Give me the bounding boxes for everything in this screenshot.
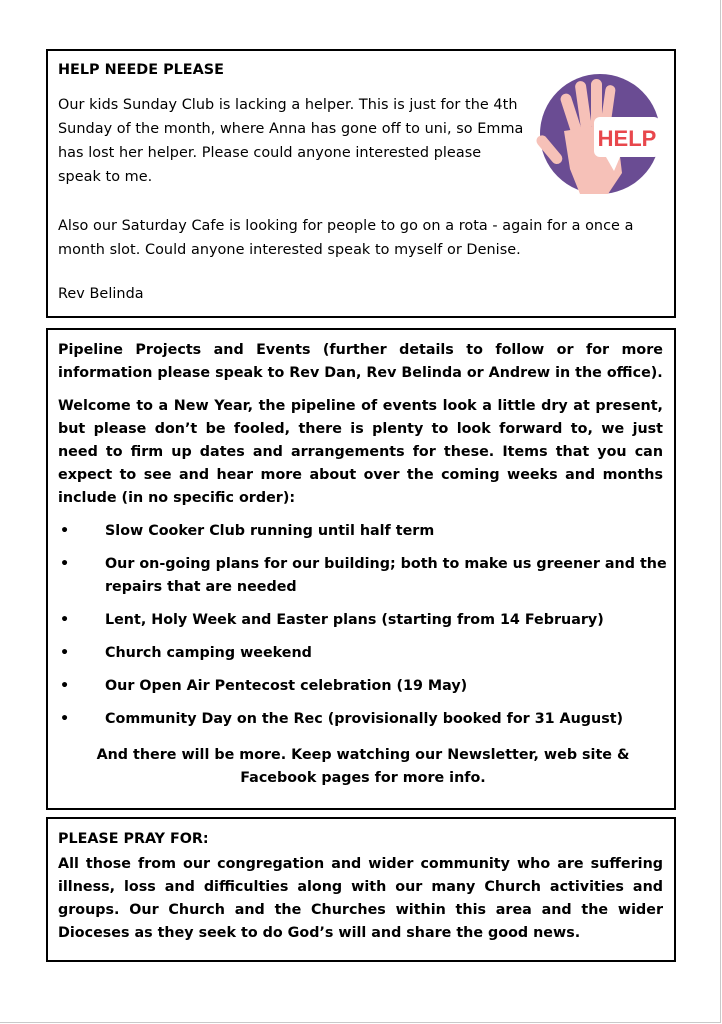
pipeline-box bbox=[46, 328, 676, 810]
help-heading: HELP NEEDE PLEASE bbox=[58, 62, 224, 78]
pipeline-closing: And there will be more. Keep watching our Newsletter, web site & Facebook pages for more info. bbox=[96, 747, 630, 786]
pipeline-intro: Pipeline Projects and Events (further details to follow or for more information please speak to Rev Dan, Rev Belinda or Andrew in the office). bbox=[58, 342, 663, 381]
list-item bbox=[58, 520, 668, 543]
help-needed-box bbox=[46, 49, 676, 318]
list-item bbox=[58, 675, 668, 698]
bullet-icon: • bbox=[60, 523, 70, 539]
help-paragraph-1: Our kids Sunday Club is lacking a helper. This is just for the 4th Sunday of the month, where Anna has gone off to uni, so Emma has lost her helper. Please could anyone interested please speak to me. bbox=[58, 97, 524, 185]
list-item-text: Our Open Air Pentecost celebration (19 May) bbox=[105, 678, 468, 694]
help-hand-icon bbox=[536, 73, 664, 195]
bullet-icon: • bbox=[60, 678, 70, 694]
bullet-icon: • bbox=[60, 645, 70, 661]
help-logo-text: HELP bbox=[597, 126, 657, 151]
pray-body: All those from our congregation and wider community who are suffering illness, loss and difficulties along with our many Church activities and groups. Our Church and the Churches within this area and the wider Dioceses as they seek to do God’s will and share the good news. bbox=[58, 856, 663, 941]
list-item-text: Church camping weekend bbox=[105, 645, 312, 661]
list-item bbox=[58, 708, 668, 731]
help-signature: Rev Belinda bbox=[58, 286, 144, 302]
list-item-text: Community Day on the Rec (provisionally booked for 31 August) bbox=[105, 711, 624, 727]
help-paragraph-2: Also our Saturday Cafe is looking for people to go on a rota - again for a once a month slot. Could anyone interested speak to myself or Denise. bbox=[58, 218, 634, 258]
pray-heading: PLEASE PRAY FOR: bbox=[58, 831, 209, 847]
list-item bbox=[58, 553, 668, 599]
list-item bbox=[58, 609, 668, 632]
pray-box bbox=[46, 817, 676, 962]
bullet-icon: • bbox=[60, 556, 70, 572]
list-item-text: Slow Cooker Club running until half term bbox=[105, 523, 435, 539]
pipeline-list bbox=[58, 520, 668, 741]
list-item-text: Our on-going plans for our building; both to make us greener and the repairs that are needed bbox=[105, 556, 667, 595]
bullet-icon: • bbox=[60, 711, 70, 727]
bullet-icon: • bbox=[60, 612, 70, 628]
list-item-text: Lent, Holy Week and Easter plans (starting from 14 February) bbox=[105, 612, 604, 628]
list-item bbox=[58, 642, 668, 665]
pipeline-welcome: Welcome to a New Year, the pipeline of events look a little dry at present, but please don’t be fooled, there is plenty to look forward to, we just need to firm up dates and arrangements for these. Items that you can expect to see and hear more about over the coming weeks and months include (in no specific order): bbox=[58, 398, 663, 506]
